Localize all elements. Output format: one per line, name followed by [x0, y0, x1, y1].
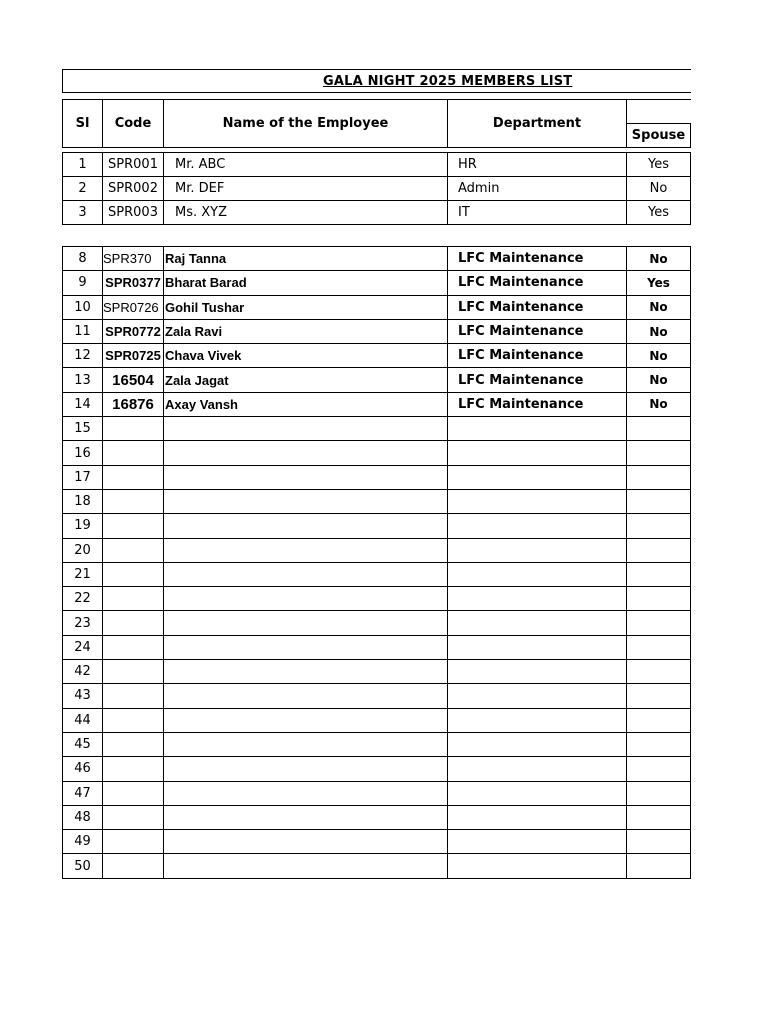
department-cell	[448, 465, 627, 489]
sample-sl-cell: 2	[63, 177, 103, 201]
table-row	[63, 368, 691, 392]
table-row	[63, 660, 691, 684]
table-row	[63, 514, 691, 538]
name-cell: Bharat Barad	[164, 271, 448, 295]
sl-cell: 12	[63, 344, 103, 368]
name-cell	[164, 781, 448, 805]
sl-cell: 20	[63, 538, 103, 562]
spouse-cell	[627, 708, 691, 732]
spouse-cell	[627, 660, 691, 684]
code-cell	[103, 757, 164, 781]
spouse-cell: Yes	[627, 271, 691, 295]
name-cell: Raj Tanna	[164, 247, 448, 271]
name-cell: Zala Ravi	[164, 319, 448, 343]
table-row	[63, 830, 691, 854]
department-cell: LFC Maintenance	[448, 319, 627, 343]
table-row	[63, 344, 691, 368]
department-cell	[448, 732, 627, 756]
sample-code-cell: SPR002	[103, 177, 164, 201]
code-cell	[103, 611, 164, 635]
department-cell: LFC Maintenance	[448, 344, 627, 368]
code-cell: SPR0772	[103, 319, 164, 343]
spouse-cell	[627, 441, 691, 465]
department-cell	[448, 684, 627, 708]
name-cell: Chava Vivek	[164, 344, 448, 368]
department-cell: LFC Maintenance	[448, 271, 627, 295]
header-table	[62, 99, 691, 148]
name-cell	[164, 732, 448, 756]
name-cell	[164, 489, 448, 513]
table-row	[63, 417, 691, 441]
name-cell	[164, 708, 448, 732]
code-cell: SPR370	[103, 247, 164, 271]
department-cell	[448, 514, 627, 538]
department-cell	[448, 611, 627, 635]
members-table	[62, 246, 691, 879]
code-cell	[103, 708, 164, 732]
sample-code-cell: SPR003	[103, 201, 164, 225]
department-cell	[448, 489, 627, 513]
sample-department-cell: HR	[448, 153, 627, 177]
sl-cell: 49	[63, 830, 103, 854]
name-cell: Axay Vansh	[164, 392, 448, 416]
spouse-cell: No	[627, 392, 691, 416]
name-cell	[164, 805, 448, 829]
department-cell	[448, 635, 627, 659]
spouse-cell	[627, 465, 691, 489]
header-sl: Sl	[63, 100, 103, 148]
sl-cell: 47	[63, 781, 103, 805]
code-cell	[103, 805, 164, 829]
code-cell: SPR0377	[103, 271, 164, 295]
sl-cell: 11	[63, 319, 103, 343]
sample-row	[63, 153, 691, 177]
spouse-cell	[627, 757, 691, 781]
name-cell	[164, 441, 448, 465]
sample-spouse-cell: No	[627, 177, 691, 201]
name-cell	[164, 684, 448, 708]
code-cell	[103, 562, 164, 586]
code-cell	[103, 417, 164, 441]
department-cell	[448, 660, 627, 684]
table-row	[63, 732, 691, 756]
name-cell	[164, 830, 448, 854]
sample-spouse-cell: Yes	[627, 153, 691, 177]
table-row	[63, 708, 691, 732]
name-cell: Zala Jagat	[164, 368, 448, 392]
sl-cell: 22	[63, 587, 103, 611]
table-row	[63, 247, 691, 271]
code-cell	[103, 781, 164, 805]
sl-cell: 23	[63, 611, 103, 635]
code-cell	[103, 660, 164, 684]
sample-name-cell: Ms. XYZ	[164, 201, 448, 225]
header-code: Code	[103, 100, 164, 148]
code-cell	[103, 684, 164, 708]
table-row	[63, 635, 691, 659]
department-cell	[448, 781, 627, 805]
table-row	[63, 854, 691, 878]
spouse-cell	[627, 417, 691, 441]
table-row	[63, 757, 691, 781]
sl-cell: 17	[63, 465, 103, 489]
sl-cell: 44	[63, 708, 103, 732]
spouse-cell	[627, 587, 691, 611]
sample-code-cell: SPR001	[103, 153, 164, 177]
spouse-cell	[627, 562, 691, 586]
header-spouse-top	[627, 100, 691, 124]
code-cell	[103, 587, 164, 611]
department-cell	[448, 757, 627, 781]
table-row	[63, 489, 691, 513]
spouse-cell	[627, 611, 691, 635]
name-cell	[164, 660, 448, 684]
sl-cell: 16	[63, 441, 103, 465]
spouse-cell: No	[627, 368, 691, 392]
name-cell: Gohil Tushar	[164, 295, 448, 319]
spouse-cell	[627, 830, 691, 854]
spouse-cell	[627, 805, 691, 829]
department-cell	[448, 562, 627, 586]
sl-cell: 8	[63, 247, 103, 271]
code-cell	[103, 514, 164, 538]
name-cell	[164, 854, 448, 878]
spouse-cell	[627, 781, 691, 805]
spouse-cell	[627, 489, 691, 513]
table-row	[63, 587, 691, 611]
sample-name-cell: Mr. ABC	[164, 153, 448, 177]
sample-department-cell: Admin	[448, 177, 627, 201]
spouse-cell	[627, 732, 691, 756]
page-title: GALA NIGHT 2025 MEMBERS LIST	[323, 74, 573, 89]
sl-cell: 19	[63, 514, 103, 538]
code-cell: SPR0725	[103, 344, 164, 368]
header-department: Department	[448, 100, 627, 148]
department-cell	[448, 417, 627, 441]
name-cell	[164, 635, 448, 659]
table-row	[63, 295, 691, 319]
table-row	[63, 562, 691, 586]
sl-cell: 43	[63, 684, 103, 708]
code-cell	[103, 830, 164, 854]
spouse-cell: No	[627, 247, 691, 271]
department-cell: LFC Maintenance	[448, 368, 627, 392]
sample-sl-cell: 3	[63, 201, 103, 225]
code-cell	[103, 489, 164, 513]
sample-spouse-cell: Yes	[627, 201, 691, 225]
table-row	[63, 538, 691, 562]
sl-cell: 14	[63, 392, 103, 416]
spouse-cell	[627, 684, 691, 708]
spouse-cell: No	[627, 344, 691, 368]
code-cell	[103, 538, 164, 562]
table-row	[63, 684, 691, 708]
department-cell	[448, 830, 627, 854]
spouse-cell	[627, 514, 691, 538]
name-cell	[164, 757, 448, 781]
sl-cell: 15	[63, 417, 103, 441]
sl-cell: 42	[63, 660, 103, 684]
sample-name-cell: Mr. DEF	[164, 177, 448, 201]
code-cell	[103, 465, 164, 489]
sample-department-cell: IT	[448, 201, 627, 225]
department-cell	[448, 587, 627, 611]
name-cell	[164, 417, 448, 441]
sample-sl-cell: 1	[63, 153, 103, 177]
name-cell	[164, 562, 448, 586]
department-cell	[448, 805, 627, 829]
spouse-cell: No	[627, 295, 691, 319]
sample-row	[63, 201, 691, 225]
sl-cell: 21	[63, 562, 103, 586]
table-row	[63, 781, 691, 805]
table-row	[63, 465, 691, 489]
sl-cell: 9	[63, 271, 103, 295]
sample-row	[63, 177, 691, 201]
sl-cell: 46	[63, 757, 103, 781]
name-cell	[164, 611, 448, 635]
code-cell	[103, 732, 164, 756]
department-cell	[448, 538, 627, 562]
table-row	[63, 805, 691, 829]
table-row	[63, 392, 691, 416]
code-cell	[103, 635, 164, 659]
table-row	[63, 319, 691, 343]
code-cell: 16504	[103, 368, 164, 392]
code-cell	[103, 854, 164, 878]
spouse-cell	[627, 538, 691, 562]
code-cell: 16876	[103, 392, 164, 416]
table-row	[63, 441, 691, 465]
name-cell	[164, 465, 448, 489]
title-bar	[62, 69, 691, 93]
sl-cell: 50	[63, 854, 103, 878]
department-cell: LFC Maintenance	[448, 247, 627, 271]
code-cell	[103, 441, 164, 465]
sl-cell: 13	[63, 368, 103, 392]
sl-cell: 24	[63, 635, 103, 659]
department-cell	[448, 441, 627, 465]
name-cell	[164, 514, 448, 538]
name-cell	[164, 538, 448, 562]
spouse-cell: No	[627, 319, 691, 343]
table-row	[63, 611, 691, 635]
sl-cell: 45	[63, 732, 103, 756]
table-row	[63, 271, 691, 295]
department-cell	[448, 854, 627, 878]
department-cell	[448, 708, 627, 732]
sl-cell: 10	[63, 295, 103, 319]
sample-table	[62, 152, 691, 225]
department-cell: LFC Maintenance	[448, 392, 627, 416]
department-cell: LFC Maintenance	[448, 295, 627, 319]
spouse-cell	[627, 635, 691, 659]
header-name: Name of the Employee	[164, 100, 448, 148]
spouse-cell	[627, 854, 691, 878]
sl-cell: 18	[63, 489, 103, 513]
sl-cell: 48	[63, 805, 103, 829]
code-cell: SPR0726	[103, 295, 164, 319]
name-cell	[164, 587, 448, 611]
header-spouse: Spouse	[627, 124, 691, 148]
